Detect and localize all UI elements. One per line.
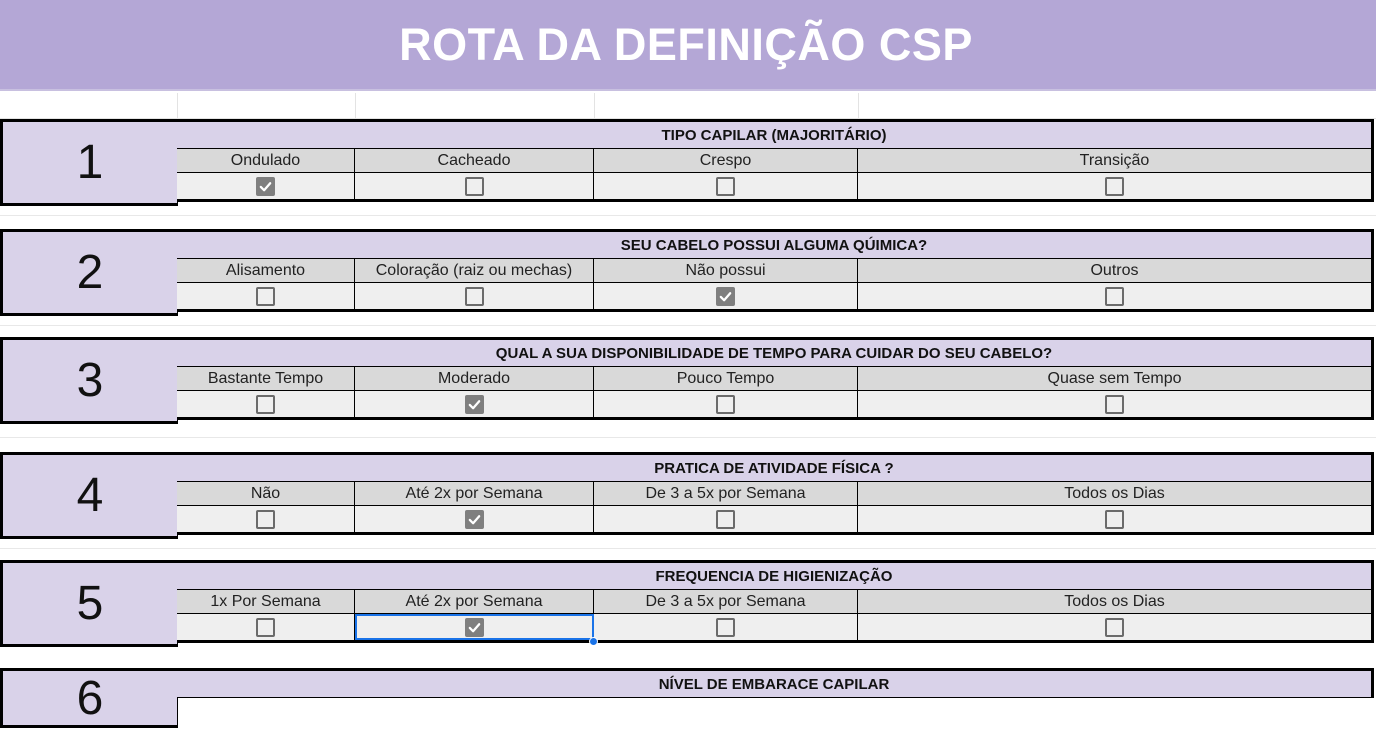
checkbox-cell[interactable]	[177, 173, 355, 199]
checkbox-cell[interactable]	[355, 391, 594, 417]
option-label[interactable]: Não possui	[594, 259, 858, 282]
checkbox-row	[177, 506, 1374, 535]
option-label[interactable]: Todos os Dias	[1064, 592, 1165, 610]
checkbox-unchecked[interactable]	[1105, 287, 1124, 306]
grid-line	[177, 93, 178, 118]
checkbox-cell[interactable]	[177, 614, 355, 640]
option-label[interactable]: Ondulado	[177, 149, 355, 172]
option-label[interactable]: Quase sem Tempo	[1047, 369, 1182, 387]
checkmark-icon	[258, 179, 273, 194]
checkbox-unchecked[interactable]	[716, 395, 735, 414]
checkmark-icon	[718, 289, 733, 304]
option-label[interactable]: Todos os Dias	[1064, 484, 1165, 502]
option-label[interactable]: Até 2x por Semana	[355, 482, 594, 505]
checkbox-checked[interactable]	[465, 618, 484, 637]
checkbox-unchecked[interactable]	[716, 177, 735, 196]
question-number[interactable]: 4	[0, 452, 178, 539]
grid-line	[594, 93, 595, 118]
question-block-2	[0, 229, 1376, 315]
grid-line	[0, 325, 1376, 326]
option-label[interactable]: Transição	[1079, 151, 1150, 169]
grid-line	[0, 215, 1376, 216]
checkbox-unchecked[interactable]	[716, 618, 735, 637]
option-label[interactable]: De 3 a 5x por Semana	[594, 482, 858, 505]
checkbox-unchecked[interactable]	[1105, 618, 1124, 637]
question-block-1	[0, 119, 1376, 205]
question-header[interactable]: NÍVEL DE EMBARACE CAPILAR	[177, 668, 1374, 698]
option-label[interactable]: Bastante Tempo	[177, 367, 355, 390]
checkbox-cell[interactable]	[594, 283, 858, 309]
option-label[interactable]: Até 2x por Semana	[355, 590, 594, 613]
option-label[interactable]: Coloração (raiz ou mechas)	[355, 259, 594, 282]
checkbox-unchecked[interactable]	[256, 618, 275, 637]
checkbox-cell[interactable]	[177, 391, 355, 417]
checkbox-unchecked[interactable]	[716, 510, 735, 529]
option-label[interactable]: Alisamento	[177, 259, 355, 282]
question-number[interactable]: 6	[0, 668, 178, 728]
question-number[interactable]: 1	[0, 119, 178, 206]
option-label[interactable]: Crespo	[594, 149, 858, 172]
checkbox-row	[177, 391, 1374, 420]
option-label[interactable]: Outros	[1090, 261, 1139, 279]
question-header[interactable]: TIPO CAPILAR (MAJORITÁRIO)	[177, 119, 1374, 149]
sheet-title-banner[interactable]	[0, 0, 1376, 91]
checkbox-cell[interactable]	[355, 506, 594, 532]
checkbox-unchecked[interactable]	[1105, 510, 1124, 529]
checkbox-cell[interactable]	[594, 391, 858, 417]
checkbox-cell[interactable]	[594, 506, 858, 532]
checkbox-unchecked[interactable]	[465, 177, 484, 196]
question-header[interactable]: SEU CABELO POSSUI ALGUMA QÚIMICA?	[177, 229, 1374, 259]
option-label[interactable]: De 3 a 5x por Semana	[594, 590, 858, 613]
question-number[interactable]: 3	[0, 337, 178, 424]
question-block-5	[0, 560, 1376, 646]
grid-line	[0, 548, 1376, 549]
checkbox-checked[interactable]	[465, 395, 484, 414]
checkbox-unchecked[interactable]	[256, 510, 275, 529]
question-number[interactable]: 2	[0, 229, 178, 316]
question-header[interactable]: QUAL A SUA DISPONIBILIDADE DE TEMPO PARA CUIDAR DO SEU CABELO?	[177, 337, 1374, 367]
checkbox-cell[interactable]	[858, 391, 1371, 417]
checkbox-unchecked[interactable]	[465, 287, 484, 306]
options-row	[177, 590, 1374, 614]
checkbox-cell[interactable]	[858, 283, 1371, 309]
checkbox-checked[interactable]	[716, 287, 735, 306]
grid-line	[355, 93, 356, 118]
checkbox-cell[interactable]	[177, 506, 355, 532]
options-row	[177, 482, 1374, 506]
checkbox-unchecked[interactable]	[1105, 395, 1124, 414]
checkbox-cell[interactable]	[858, 506, 1371, 532]
checkbox-cell[interactable]	[355, 173, 594, 199]
checkbox-cell[interactable]	[858, 614, 1371, 640]
sheet-title: ROTA DA DEFINIÇÃO CSP	[399, 18, 973, 70]
question-block-3	[0, 337, 1376, 423]
checkbox-checked[interactable]	[465, 510, 484, 529]
checkbox-cell[interactable]	[355, 283, 594, 309]
empty-grid-row[interactable]	[0, 93, 1376, 119]
question-header[interactable]: PRATICA DE ATIVIDADE FÍSICA ?	[177, 452, 1374, 482]
options-row	[177, 367, 1374, 391]
checkbox-cell[interactable]	[355, 614, 594, 640]
checkmark-icon	[467, 512, 482, 527]
checkbox-cell[interactable]	[177, 283, 355, 309]
checkbox-cell[interactable]	[594, 614, 858, 640]
option-label[interactable]: Cacheado	[355, 149, 594, 172]
checkbox-row	[177, 283, 1374, 312]
checkbox-row	[177, 173, 1374, 202]
options-row	[177, 149, 1374, 173]
grid-line	[0, 437, 1376, 438]
grid-line	[858, 93, 859, 118]
option-label[interactable]: 1x Por Semana	[177, 590, 355, 613]
checkbox-cell[interactable]	[594, 173, 858, 199]
checkmark-icon	[467, 620, 482, 635]
option-label[interactable]: Não	[177, 482, 355, 505]
checkbox-checked[interactable]	[256, 177, 275, 196]
checkbox-unchecked[interactable]	[1105, 177, 1124, 196]
checkmark-icon	[467, 397, 482, 412]
option-label[interactable]: Moderado	[355, 367, 594, 390]
checkbox-cell[interactable]	[858, 173, 1371, 199]
checkbox-row	[177, 614, 1374, 643]
checkbox-unchecked[interactable]	[256, 395, 275, 414]
question-block-6	[0, 668, 1376, 754]
question-block-4	[0, 452, 1376, 538]
question-number[interactable]: 5	[0, 560, 178, 647]
question-header[interactable]: FREQUENCIA DE HIGIENIZAÇÃO	[177, 560, 1374, 590]
options-row	[177, 259, 1374, 283]
checkbox-unchecked[interactable]	[256, 287, 275, 306]
option-label[interactable]: Pouco Tempo	[594, 367, 858, 390]
